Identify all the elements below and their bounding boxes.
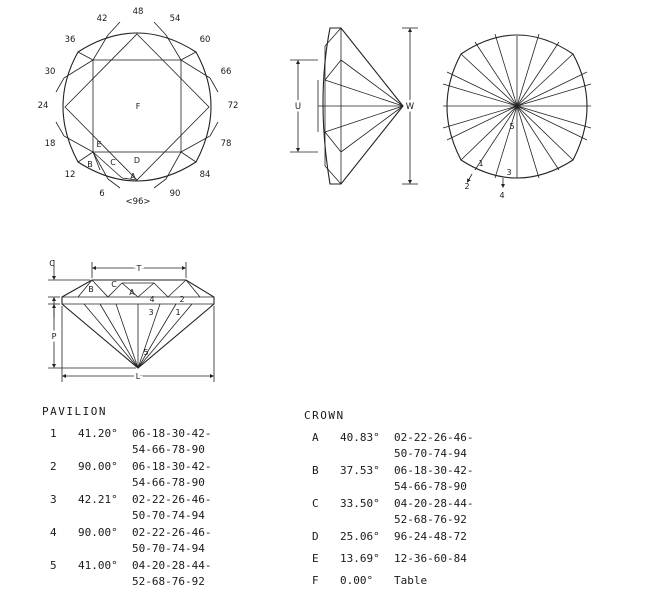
facet-index: 04-20-28-44-	[132, 559, 212, 572]
pavilion-table	[42, 404, 262, 591]
facet-angle: 37.53°	[340, 464, 380, 477]
profile-facet-5: 5	[143, 348, 149, 357]
facet-index-cont: 54-66-78-90	[394, 480, 467, 493]
index-label: 84	[199, 170, 211, 180]
facet-number-4: 4	[499, 191, 505, 200]
index-label: 78	[220, 139, 232, 149]
facet-id: 1	[50, 427, 57, 440]
table-row	[42, 492, 262, 525]
facet-angle: 42.21°	[78, 493, 118, 506]
facet-index-cont: 50-70-74-94	[132, 542, 205, 555]
profile-facet-3: 3	[148, 308, 154, 317]
facet-id: A	[312, 431, 319, 444]
table-row	[304, 551, 544, 573]
index-label: 54	[169, 14, 181, 24]
crown-title: CROWN	[304, 409, 345, 422]
table-row	[304, 430, 544, 463]
facet-angle: 0.00°	[340, 574, 374, 587]
u-dimension-label: U	[294, 102, 302, 112]
index-label: 66	[220, 67, 232, 77]
profile-facet-c: C	[111, 280, 117, 289]
facet-angle: 41.00°	[78, 559, 118, 572]
profile-facet-2: 2	[179, 295, 185, 304]
facet-index-cont: 50-70-74-94	[132, 509, 205, 522]
facet-id: 5	[50, 559, 57, 572]
pavilion-bottom-view	[443, 34, 591, 186]
facet-index-cont: 52-68-76-92	[394, 513, 467, 526]
p-dimension-label: P	[51, 332, 57, 341]
facet-index: 04-20-28-44-	[394, 497, 474, 510]
profile-facet-4: 4	[149, 295, 155, 304]
profile-view	[48, 260, 214, 382]
facet-number-1: 1	[478, 159, 484, 168]
table-row	[42, 525, 262, 558]
index-label: 60	[199, 35, 211, 45]
index-label: 18	[44, 139, 56, 149]
facet-index: 02-22-26-46-	[394, 431, 474, 444]
facet-letter-f: F	[135, 102, 141, 111]
l-dimension-label: L	[135, 372, 141, 381]
index-label: 12	[64, 170, 76, 180]
facet-id: B	[312, 464, 319, 477]
crown-table	[304, 408, 544, 595]
facet-id: E	[312, 552, 319, 565]
facet-number-5: 5	[509, 122, 515, 131]
facet-id: F	[312, 574, 319, 587]
index-label: 36	[64, 35, 76, 45]
index-label: 42	[96, 14, 108, 24]
facet-id: 4	[50, 526, 57, 539]
w-dimension-label: W	[405, 102, 415, 112]
profile-facet-1: 1	[175, 308, 181, 317]
facet-angle: 41.20°	[78, 427, 118, 440]
facet-id: 3	[50, 493, 57, 506]
table-row	[304, 573, 544, 595]
facet-id: C	[312, 497, 319, 510]
facet-index: 06-18-30-42-	[132, 460, 212, 473]
facet-letter-d: D	[133, 156, 141, 165]
index-label: 48	[132, 7, 144, 17]
facet-angle: 40.83°	[340, 431, 380, 444]
crown-facet-letters	[87, 102, 140, 181]
facet-index-cont: 54-66-78-90	[132, 443, 205, 456]
pavilion-title: PAVILION	[42, 405, 107, 418]
table-row	[42, 459, 262, 492]
facet-angle: 25.06°	[340, 530, 380, 543]
t-dimension-label: T	[136, 264, 142, 273]
index-label: 72	[227, 101, 239, 111]
index-label: 90	[169, 189, 181, 199]
index-label: 24	[37, 101, 49, 111]
facet-index: 12-36-60-84	[394, 552, 467, 565]
index-label: 30	[44, 67, 56, 77]
facet-letter-b: B	[87, 160, 93, 169]
facet-index-cont: 52-68-76-92	[132, 575, 205, 588]
table-row	[304, 529, 544, 551]
facet-angle: 90.00°	[78, 526, 118, 539]
table-row	[304, 463, 544, 496]
facet-angle: 33.50°	[340, 497, 380, 510]
facet-index: 02-22-26-46-	[132, 526, 212, 539]
side-view	[290, 28, 418, 184]
facet-angle: 90.00°	[78, 460, 118, 473]
c-dimension-label: C	[49, 259, 55, 268]
center-index-label: <96>	[125, 197, 151, 207]
facet-id: D	[312, 530, 319, 543]
pavilion-facet-numbers	[464, 122, 514, 200]
table-row	[42, 426, 262, 459]
index-label: 6	[99, 189, 105, 199]
facet-id: 2	[50, 460, 57, 473]
facet-letter-c: C	[110, 158, 116, 167]
table-row	[304, 496, 544, 529]
facet-index: Table	[394, 574, 428, 587]
table-row	[42, 558, 262, 591]
facet-index-cont: 50-70-74-94	[394, 447, 467, 460]
profile-facet-b: B	[88, 285, 94, 294]
facet-index: 06-18-30-42-	[132, 427, 212, 440]
facet-letter-e: E	[96, 140, 102, 149]
facet-angle: 13.69°	[340, 552, 380, 565]
facet-index: 06-18-30-42-	[394, 464, 474, 477]
profile-facet-a: A	[129, 288, 135, 297]
facet-letter-a: A	[130, 172, 136, 181]
facet-index-cont: 54-66-78-90	[132, 476, 205, 489]
facet-index: 96-24-48-72	[394, 530, 467, 543]
facet-index: 02-22-26-46-	[132, 493, 212, 506]
facet-number-3: 3	[506, 168, 512, 177]
facet-number-2: 2	[464, 182, 470, 191]
